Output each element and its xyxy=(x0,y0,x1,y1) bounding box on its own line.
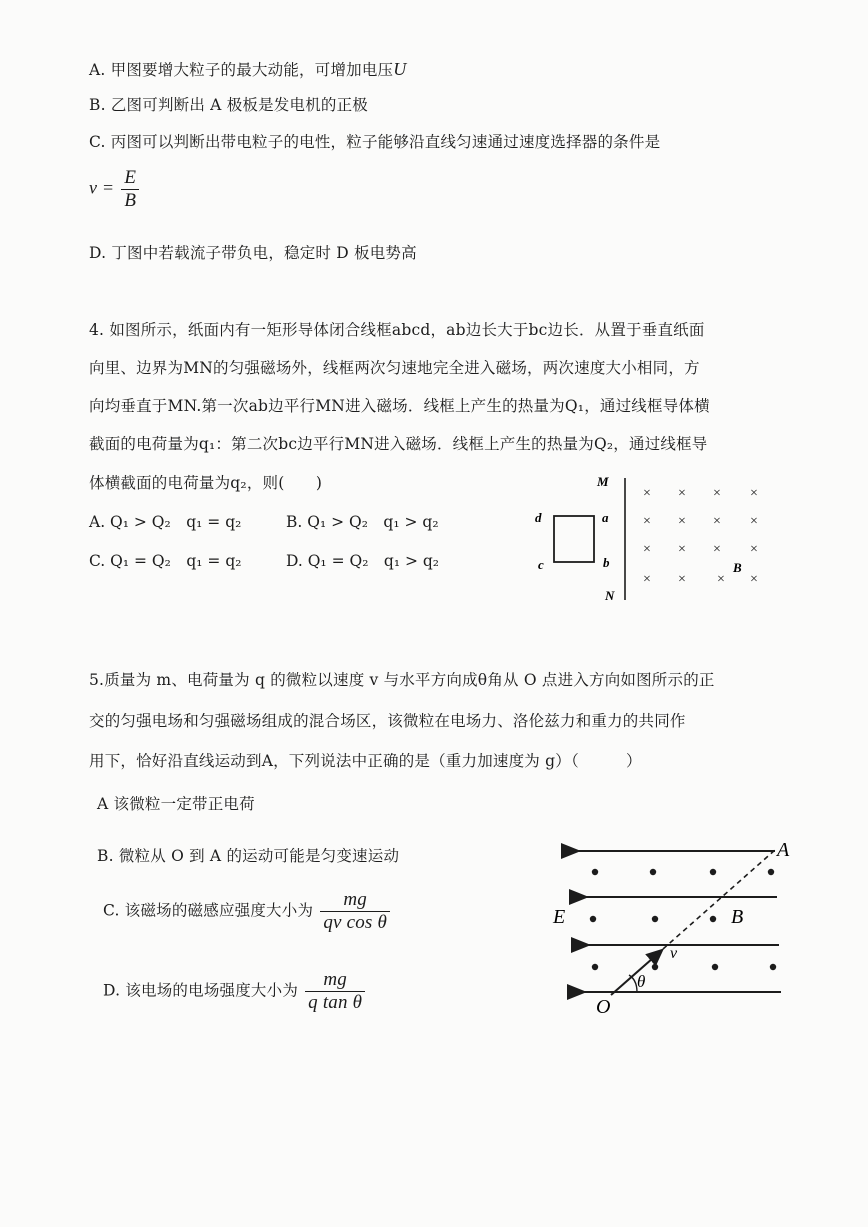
q3-option-c-formula xyxy=(89,168,141,211)
q4-label-c: c xyxy=(538,557,544,572)
q3-formula-numerator: E xyxy=(124,167,137,188)
q5-field-dot xyxy=(652,916,658,922)
q5-option-d xyxy=(103,970,367,1013)
q4-field-cross: × xyxy=(643,542,651,557)
q5-field-dot xyxy=(710,869,716,875)
q5-figure xyxy=(545,830,815,1020)
q5-label-e: E xyxy=(553,906,566,928)
q5-label-b: B xyxy=(731,906,744,928)
q4-label-d: d xyxy=(535,510,542,525)
q4-stem-line-4: 截面的电荷量为q₁：第二次bc边平行MN进入磁场．线框上产生的热量为Q₂，通过线框导 xyxy=(89,435,708,453)
q4-option-c: C. Q₁ = Q₂ q₁ = q₂ xyxy=(89,552,242,570)
q4-label-b: b xyxy=(603,555,610,570)
q5-label-v: v xyxy=(670,945,678,962)
q4-field-cross: × xyxy=(750,514,758,529)
q4-label-a: a xyxy=(602,510,609,525)
q4-field-cross: × xyxy=(678,486,686,501)
q5-field-dot xyxy=(652,964,658,970)
q4-field-cross: × xyxy=(678,572,686,587)
q3-option-a-text: A. 甲图要增大粒子的最大动能，可增加电压 xyxy=(89,61,394,79)
q5-field-dot xyxy=(712,964,718,970)
q5-option-c-fraction xyxy=(320,890,390,933)
q5-label-o: O xyxy=(596,996,611,1018)
q5-option-c-text: C. 该磁场的磁感应强度大小为 xyxy=(103,901,314,920)
q4-field-cross: × xyxy=(713,514,721,529)
q5-field-dot xyxy=(770,964,776,970)
q5-option-c xyxy=(103,890,392,933)
q5-option-d-denominator: q tan θ xyxy=(305,991,365,1013)
q3-option-d: D. 丁图中若载流子带负电，稳定时 D 板电势高 xyxy=(89,244,417,262)
q4-field-cross: × xyxy=(713,486,721,501)
q4-field-cross: × xyxy=(678,542,686,557)
q4-option-b: B. Q₁ > Q₂ q₁ > q₂ xyxy=(286,513,439,531)
q5-option-b: B. 微粒从 O 到 A 的运动可能是匀变速运动 xyxy=(97,847,400,865)
q5-stem-line-1: 5.质量为 m、电荷量为 q 的微粒以速度 v 与水平方向成θ角从 O 点进入方向如图所示的正 xyxy=(89,671,715,689)
q3-option-a xyxy=(89,58,406,80)
q5-velocity-vector xyxy=(611,951,661,995)
q5-field-dot xyxy=(710,916,716,922)
q4-field-cross: × xyxy=(678,514,686,529)
q4-field-cross: × xyxy=(717,572,725,587)
q4-field-cross: × xyxy=(643,486,651,501)
q5-stem-line-2: 交的匀强电场和匀强磁场组成的混合场区，该微粒在电场力、洛伦兹力和重力的共同作 xyxy=(89,712,686,730)
q5-option-a: A 该微粒一定带正电荷 xyxy=(97,795,255,813)
q4-label-m: M xyxy=(597,474,609,489)
q4-field-cross: × xyxy=(643,572,651,587)
q3-option-c: C. 丙图可以判断出带电粒子的电性，粒子能够沿直线匀速通过速度选择器的条件是 xyxy=(89,133,661,151)
q4-stem-line-1: 4. 如图所示，纸面内有一矩形导体闭合线框abcd，ab边长大于bc边长．从置于垂直纸面 xyxy=(89,321,705,339)
q4-stem-line-5: 体横截面的电荷量为q₂，则( ) xyxy=(89,474,323,492)
q5-option-c-numerator: mg xyxy=(343,889,367,910)
q5-field-dot xyxy=(592,964,598,970)
q5-stem-line-3: 用下，恰好沿直线运动到A，下列说法中正确的是（重力加速度为 g）（ ） xyxy=(89,752,642,770)
q5-option-d-text: D. 该电场的电场强度大小为 xyxy=(103,981,299,1000)
q4-label-n: N xyxy=(605,588,615,603)
q4-field-cross: × xyxy=(750,542,758,557)
q3-option-a-var: U xyxy=(393,59,407,79)
q4-wire-frame xyxy=(554,516,594,562)
q5-option-d-fraction xyxy=(305,970,365,1013)
q4-option-d: D. Q₁ = Q₂ q₁ > q₂ xyxy=(286,552,440,570)
q4-field-cross: × xyxy=(643,514,651,529)
q5-field-dot xyxy=(768,869,774,875)
q4-field-cross: × xyxy=(750,572,758,587)
q5-option-d-numerator: mg xyxy=(323,969,347,990)
q4-label-field: B xyxy=(733,560,742,575)
q5-field-dot xyxy=(592,869,598,875)
q4-field-cross: × xyxy=(713,542,721,557)
q3-formula-fraction xyxy=(121,168,139,211)
q5-option-c-denominator: qv cos θ xyxy=(320,911,390,933)
q4-stem-line-2: 向里、边界为MN的匀强磁场外，线框两次匀速地完全进入磁场，两次速度大小相同，方 xyxy=(89,359,700,377)
q3-formula-lhs: v = xyxy=(89,177,115,198)
q5-field-dot xyxy=(650,869,656,875)
q5-path-dashed xyxy=(663,850,775,949)
q4-figure xyxy=(525,470,785,610)
q5-field-dot xyxy=(590,916,596,922)
q4-option-a: A. Q₁ > Q₂ q₁ = q₂ xyxy=(89,513,242,531)
q4-field-cross: × xyxy=(750,486,758,501)
q3-formula-denominator: B xyxy=(121,189,139,211)
q4-stem-line-3: 向均垂直于MN.第一次ab边平行MN进入磁场．线框上产生的热量为Q₁，通过线框导体横 xyxy=(89,397,710,415)
q3-option-b: B. 乙图可判断出 A 极板是发电机的正极 xyxy=(89,96,368,114)
q5-label-a: A xyxy=(777,839,790,861)
q5-label-theta: θ xyxy=(637,972,646,991)
